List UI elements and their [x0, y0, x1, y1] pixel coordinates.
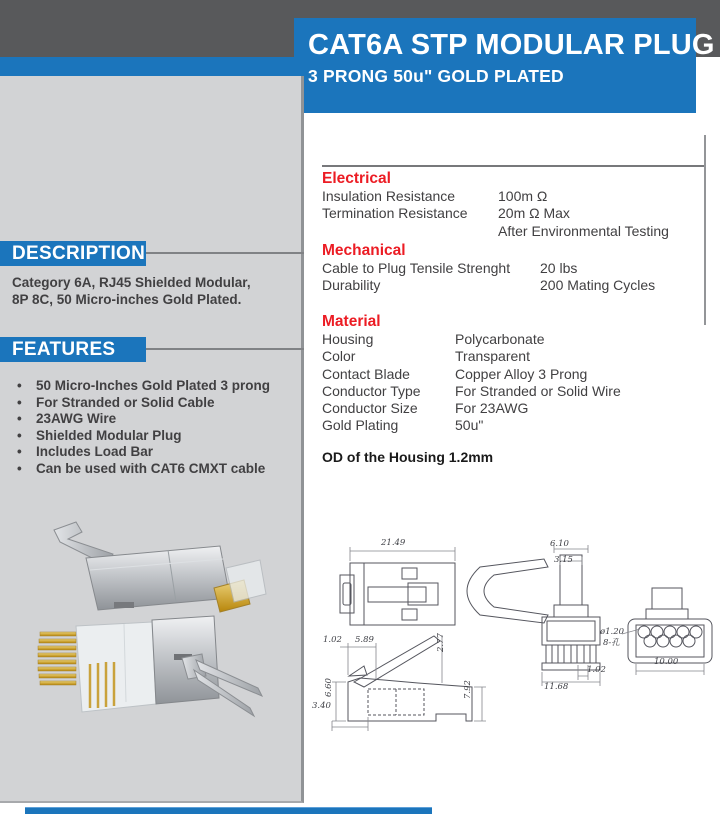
spec-row [322, 383, 621, 400]
features-banner: FEATURES [0, 337, 146, 362]
spec-row [322, 417, 621, 434]
dimension-label: 2.77 [436, 633, 446, 652]
od-note: OD of the Housing 1.2mm [322, 449, 494, 465]
spec-value: For Stranded or Solid Wire [455, 382, 621, 399]
material-heading: Material [322, 313, 381, 330]
dimension-label: ø1.20 [600, 627, 625, 637]
spec-value: 200 Mating Cycles [540, 277, 656, 294]
feature-item: • Includes Load Bar [14, 444, 304, 461]
page-title: CAT6A STP MODULAR PLUG [308, 29, 715, 61]
features-list [14, 378, 304, 477]
spec-label: Housing [322, 331, 374, 347]
description-line: 8P 8C, 50 Micro-inches Gold Plated. [12, 292, 242, 307]
spec-value: Copper Alloy 3 Prong [455, 365, 588, 382]
dimension-label: 6.10 [550, 539, 569, 549]
spec-label: Color [322, 348, 356, 365]
spec-right-border [704, 135, 706, 325]
feature-item: • Shielded Modular Plug [14, 428, 304, 445]
dimension-label: 21.49 [381, 538, 406, 548]
spec-label: Conductor Type [322, 382, 421, 399]
mechanical-rows [322, 260, 655, 295]
spec-row [322, 223, 669, 240]
dimension-label: 8-孔 [603, 638, 620, 648]
spec-label [322, 223, 498, 240]
electrical-heading: Electrical [322, 170, 391, 187]
dimension-label: 7.92 [463, 680, 473, 699]
spec-row [322, 400, 621, 417]
bottom-accent-bar [25, 807, 432, 814]
spec-value: 50u" [455, 417, 484, 434]
spec-value: After Environmental Testing [498, 222, 669, 239]
spec-row [322, 205, 669, 222]
spec-top-rule [322, 165, 706, 167]
spec-row [322, 277, 655, 294]
mechanical-heading: Mechanical [322, 242, 406, 259]
dimension-label: 6.60 [324, 678, 334, 697]
product-photo-illustration [18, 512, 270, 740]
feature-item: • 23AWG Wire [14, 411, 304, 428]
spec-row [322, 348, 621, 365]
dimension-label: 1.02 [323, 635, 342, 645]
material-rows [322, 331, 621, 435]
spec-label: Durability [322, 277, 381, 294]
spec-label: Cable to Plug Tensile Strenght [322, 260, 511, 276]
spec-label: Termination Resistance [322, 205, 468, 222]
dimension-label: 1.02 [587, 665, 606, 675]
dimension-label: 10.00 [654, 657, 679, 667]
spec-label: Contact Blade [322, 365, 410, 382]
technical-drawing-lineart [320, 535, 720, 735]
dimension-label: 5.89 [355, 635, 374, 645]
spec-row [322, 188, 669, 205]
feature-item: • Can be used with CAT6 CMXT cable [14, 461, 304, 478]
spec-row [322, 366, 621, 383]
spec-value: 20m Ω Max [498, 205, 570, 222]
dimension-label: 11.68 [544, 682, 569, 692]
feature-item: • For Stranded or Solid Cable [14, 395, 304, 412]
spec-value: Transparent [455, 348, 530, 365]
spec-label: Insulation Resistance [322, 188, 456, 204]
spec-value: 100m Ω [498, 188, 548, 204]
spec-label: Conductor Size [322, 400, 418, 417]
electrical-rows [322, 188, 669, 240]
spec-row [322, 260, 655, 277]
spec-value: 20 lbs [540, 260, 578, 276]
spec-value: Polycarbonate [455, 331, 545, 347]
description-banner: DESCRIPTION [0, 241, 146, 266]
dimension-label: 3.15 [554, 555, 573, 565]
spec-label: Gold Plating [322, 417, 399, 434]
page-subtitle: 3 PRONG 50u" GOLD PLATED [308, 66, 564, 86]
features-connector-line [146, 348, 304, 350]
description-line: Category 6A, RJ45 Shielded Modular, [12, 275, 251, 290]
feature-item: • 50 Micro-Inches Gold Plated 3 prong [14, 378, 304, 395]
header-banner [294, 18, 715, 113]
description-connector-line [146, 252, 304, 254]
spec-row [322, 331, 621, 348]
description-text [12, 274, 298, 308]
header-ribbon [0, 57, 296, 76]
spec-value: For 23AWG [455, 400, 529, 417]
dimension-label: 3.40 [312, 701, 331, 711]
